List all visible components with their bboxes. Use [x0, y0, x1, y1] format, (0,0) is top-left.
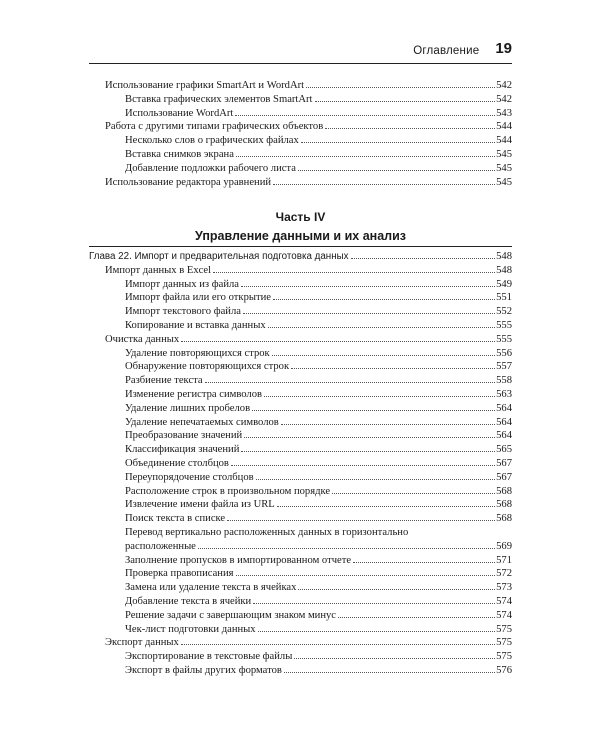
- toc-entry-label: Работа с другими типами графических объектов: [105, 121, 324, 133]
- toc-entry[interactable]: [89, 581, 512, 595]
- toc-entry-label: Экспортирование в текстовые файлы: [125, 651, 293, 663]
- toc-entry[interactable]: [89, 471, 512, 485]
- toc-entry-page: 567: [496, 471, 512, 483]
- toc-entry-label: Импорт данных в Excel: [105, 264, 212, 276]
- toc-entry-page: 564: [496, 416, 512, 428]
- toc-entry[interactable]: [89, 650, 512, 664]
- toc-chapter[interactable]: [89, 250, 512, 264]
- toc-entry[interactable]: [89, 319, 512, 333]
- leader-dots: [241, 450, 495, 452]
- leader-dots: [351, 257, 496, 259]
- toc-entry-page: 565: [496, 444, 512, 456]
- toc-entry-page: 551: [496, 292, 512, 304]
- toc-entry[interactable]: [89, 347, 512, 361]
- leader-dots: [298, 169, 495, 171]
- leader-dots: [284, 671, 495, 673]
- toc-entry-page: 568: [496, 499, 512, 511]
- part-title: Управление данными и их анализ: [195, 229, 406, 243]
- toc-entry-page: 574: [496, 595, 512, 607]
- toc-entry-label: Замена или удаление текста в ячейках: [125, 582, 297, 594]
- toc-entry[interactable]: [89, 162, 512, 176]
- toc-entry-page: 564: [496, 430, 512, 442]
- toc-entry[interactable]: [89, 278, 512, 292]
- leader-dots: [272, 354, 495, 356]
- toc-entry-page: 542: [496, 93, 512, 105]
- toc-entry-label: Извлечение имени файла из URL: [125, 499, 275, 511]
- toc-entry-page: 545: [496, 176, 512, 188]
- toc-entry-label: Объединение столбцов: [125, 457, 229, 469]
- toc-entry-label: Импорт текстового файла: [125, 306, 241, 318]
- header-title: Оглавление: [413, 45, 480, 57]
- leader-dots: [198, 547, 495, 549]
- leader-dots: [273, 183, 495, 185]
- toc-entry[interactable]: [89, 305, 512, 319]
- toc-entry-label: Импорт данных из файла: [125, 278, 239, 290]
- leader-dots: [294, 657, 495, 659]
- toc-entry[interactable]: [89, 512, 512, 526]
- toc-entry-page: 545: [496, 162, 512, 174]
- leader-dots: [353, 561, 495, 563]
- toc-entry-label: Разбиение текста: [125, 375, 203, 387]
- toc-entry[interactable]: [89, 360, 512, 374]
- chapter-page: 548: [496, 251, 512, 262]
- toc-entry[interactable]: [89, 554, 512, 568]
- toc-entry-label: Вставка снимков экрана: [125, 148, 234, 160]
- toc-entry-label: Вставка графических элементов SmartArt: [125, 93, 313, 105]
- toc-entry-page: 542: [496, 80, 512, 91]
- toc-entry-page: 571: [496, 554, 512, 566]
- leader-dots: [291, 367, 495, 369]
- toc-entry-label: Преобразование значений: [125, 430, 243, 442]
- toc-entry-label: Обнаружение повторяющихся строк: [125, 361, 290, 373]
- toc-entry[interactable]: [89, 79, 512, 93]
- leader-dots: [244, 436, 495, 438]
- leader-dots: [332, 492, 495, 494]
- part-divider: [89, 246, 512, 247]
- toc-entry-label: Чек-лист подготовки данных: [125, 623, 256, 635]
- toc-entry-page: 568: [496, 513, 512, 525]
- toc-entry[interactable]: [89, 429, 512, 443]
- toc-entry-label: Заполнение пропусков в импортированном отчете: [125, 554, 352, 566]
- toc-entry-page: 572: [496, 568, 512, 580]
- toc-entry-label: Добавление подложки рабочего листа: [125, 162, 296, 174]
- toc-entry-label: Экспорт данных: [105, 637, 179, 649]
- toc-entry[interactable]: [89, 148, 512, 162]
- toc-entry-label-line: Перевод вертикально расположенных данных в горизонтально: [125, 526, 409, 538]
- leader-dots: [256, 478, 495, 480]
- toc-entry[interactable]: [89, 485, 512, 499]
- leader-dots: [241, 285, 495, 287]
- toc-entry[interactable]: [89, 134, 512, 148]
- leader-dots: [205, 381, 496, 383]
- toc-entry-page: 567: [496, 457, 512, 469]
- toc-entry[interactable]: [89, 567, 512, 581]
- toc-main-entries: [89, 264, 512, 678]
- toc-entry-label: Удаление непечатаемых символов: [125, 416, 279, 428]
- toc-entry-page: 576: [496, 664, 512, 676]
- toc-entry-page: 563: [496, 388, 512, 400]
- toc-entry-page: 569: [496, 540, 512, 552]
- leader-dots: [325, 127, 495, 129]
- leader-dots: [281, 423, 495, 425]
- toc-entry[interactable]: [89, 120, 512, 134]
- toc-entry-label: Очистка данных: [105, 333, 180, 345]
- toc-entry-page: 575: [496, 637, 512, 649]
- leader-dots: [235, 114, 495, 116]
- leader-dots: [273, 298, 495, 300]
- toc-entry-page: 557: [496, 361, 512, 373]
- toc-entry-label: Удаление повторяющихся строк: [125, 347, 270, 359]
- leader-dots: [258, 630, 496, 632]
- running-header: [89, 38, 512, 64]
- toc-entry-page: 548: [496, 264, 512, 276]
- part-label: Часть IV: [275, 210, 326, 224]
- leader-dots: [264, 395, 495, 397]
- toc-entry-label: Удаление лишних пробелов: [125, 402, 251, 414]
- leader-dots: [231, 464, 495, 466]
- toc-entry-label: Классификация значений: [125, 444, 240, 456]
- leader-dots: [213, 271, 495, 273]
- toc-entry-page: 549: [496, 278, 512, 290]
- toc-entry-label: Расположение строк в произвольном порядке: [125, 485, 331, 497]
- toc-entry-page: 552: [496, 306, 512, 318]
- toc-top-section: [89, 79, 512, 189]
- toc-entry[interactable]: [89, 595, 512, 609]
- toc-entry[interactable]: [89, 623, 512, 637]
- toc-entry-label: Использование графики SmartArt и WordArt: [105, 80, 305, 91]
- toc-entry-label: Поиск текста в списке: [125, 513, 226, 525]
- toc-entry-label: Импорт файла или его открытие: [125, 292, 271, 304]
- toc-entry-page: 575: [496, 623, 512, 635]
- toc-main-section: [89, 250, 512, 678]
- leader-dots: [306, 86, 495, 88]
- leader-dots: [277, 505, 495, 507]
- toc-entry[interactable]: [89, 416, 512, 430]
- toc-entry-page: 558: [496, 375, 512, 387]
- toc-entry[interactable]: [89, 333, 512, 347]
- toc-entry[interactable]: [89, 176, 512, 190]
- toc-entry-label: расположенные: [125, 540, 196, 552]
- toc-entry-label: Переупорядочение столбцов: [125, 471, 254, 483]
- toc-entry-label: Добавление текста в ячейки: [125, 595, 252, 607]
- toc-entry-page: 543: [496, 107, 512, 119]
- toc-entry[interactable]: [89, 540, 512, 554]
- toc-entry-label: Копирование и вставка данных: [125, 319, 266, 331]
- toc-entry-page: 545: [496, 148, 512, 160]
- toc-entry-label: Изменение регистра символов: [125, 388, 263, 400]
- toc-entry-label: Решение задачи с завершающим знаком минус: [125, 609, 336, 621]
- toc-entry-page: 555: [496, 319, 512, 331]
- toc-entry[interactable]: [89, 443, 512, 457]
- toc-entry-page: 568: [496, 485, 512, 497]
- toc-entry-page: 575: [496, 651, 512, 663]
- toc-entry-page: 544: [496, 121, 512, 133]
- toc-entry[interactable]: [89, 388, 512, 402]
- toc-entry[interactable]: [89, 264, 512, 278]
- toc-entry[interactable]: [89, 107, 512, 121]
- leader-dots: [227, 519, 495, 521]
- toc-entry-page: 574: [496, 609, 512, 621]
- header-page-number: 19: [495, 40, 512, 57]
- leader-dots: [253, 602, 495, 604]
- leader-dots: [243, 312, 495, 314]
- toc-entry[interactable]: [89, 402, 512, 416]
- leader-dots: [301, 141, 495, 143]
- leader-dots: [338, 616, 495, 618]
- toc-entry-page: 555: [496, 333, 512, 345]
- toc-entry[interactable]: [89, 636, 512, 650]
- toc-entry-label: Использование WordArt: [125, 107, 234, 119]
- leader-dots: [236, 155, 495, 157]
- part-heading: [89, 210, 512, 243]
- leader-dots: [298, 588, 495, 590]
- toc-entry-label: Использование редактора уравнений: [105, 176, 272, 188]
- toc-entry[interactable]: [89, 664, 512, 678]
- toc-entry-label: Проверка правописания: [125, 568, 234, 580]
- toc-entry[interactable]: [89, 457, 512, 471]
- leader-dots: [315, 100, 496, 102]
- toc-entry[interactable]: [89, 374, 512, 388]
- leader-dots: [236, 574, 496, 576]
- chapter-title: Глава 22. Импорт и предварительная подготовка данных: [89, 251, 349, 262]
- toc-entry[interactable]: [89, 609, 512, 623]
- toc-entry-page: 564: [496, 402, 512, 414]
- toc-entry-page: 573: [496, 582, 512, 594]
- toc-entry[interactable]: [89, 291, 512, 305]
- leader-dots: [181, 643, 495, 645]
- toc-entry-page: 544: [496, 135, 512, 147]
- toc-entry-label: Экспорт в файлы других форматов: [125, 664, 282, 676]
- toc-entry-page: 556: [496, 347, 512, 359]
- leader-dots: [181, 340, 495, 342]
- toc-entry[interactable]: [89, 498, 512, 512]
- leader-dots: [252, 409, 495, 411]
- toc-entry[interactable]: [89, 93, 512, 107]
- leader-dots: [268, 326, 495, 328]
- toc-entry-label: Несколько слов о графических файлах: [125, 135, 299, 147]
